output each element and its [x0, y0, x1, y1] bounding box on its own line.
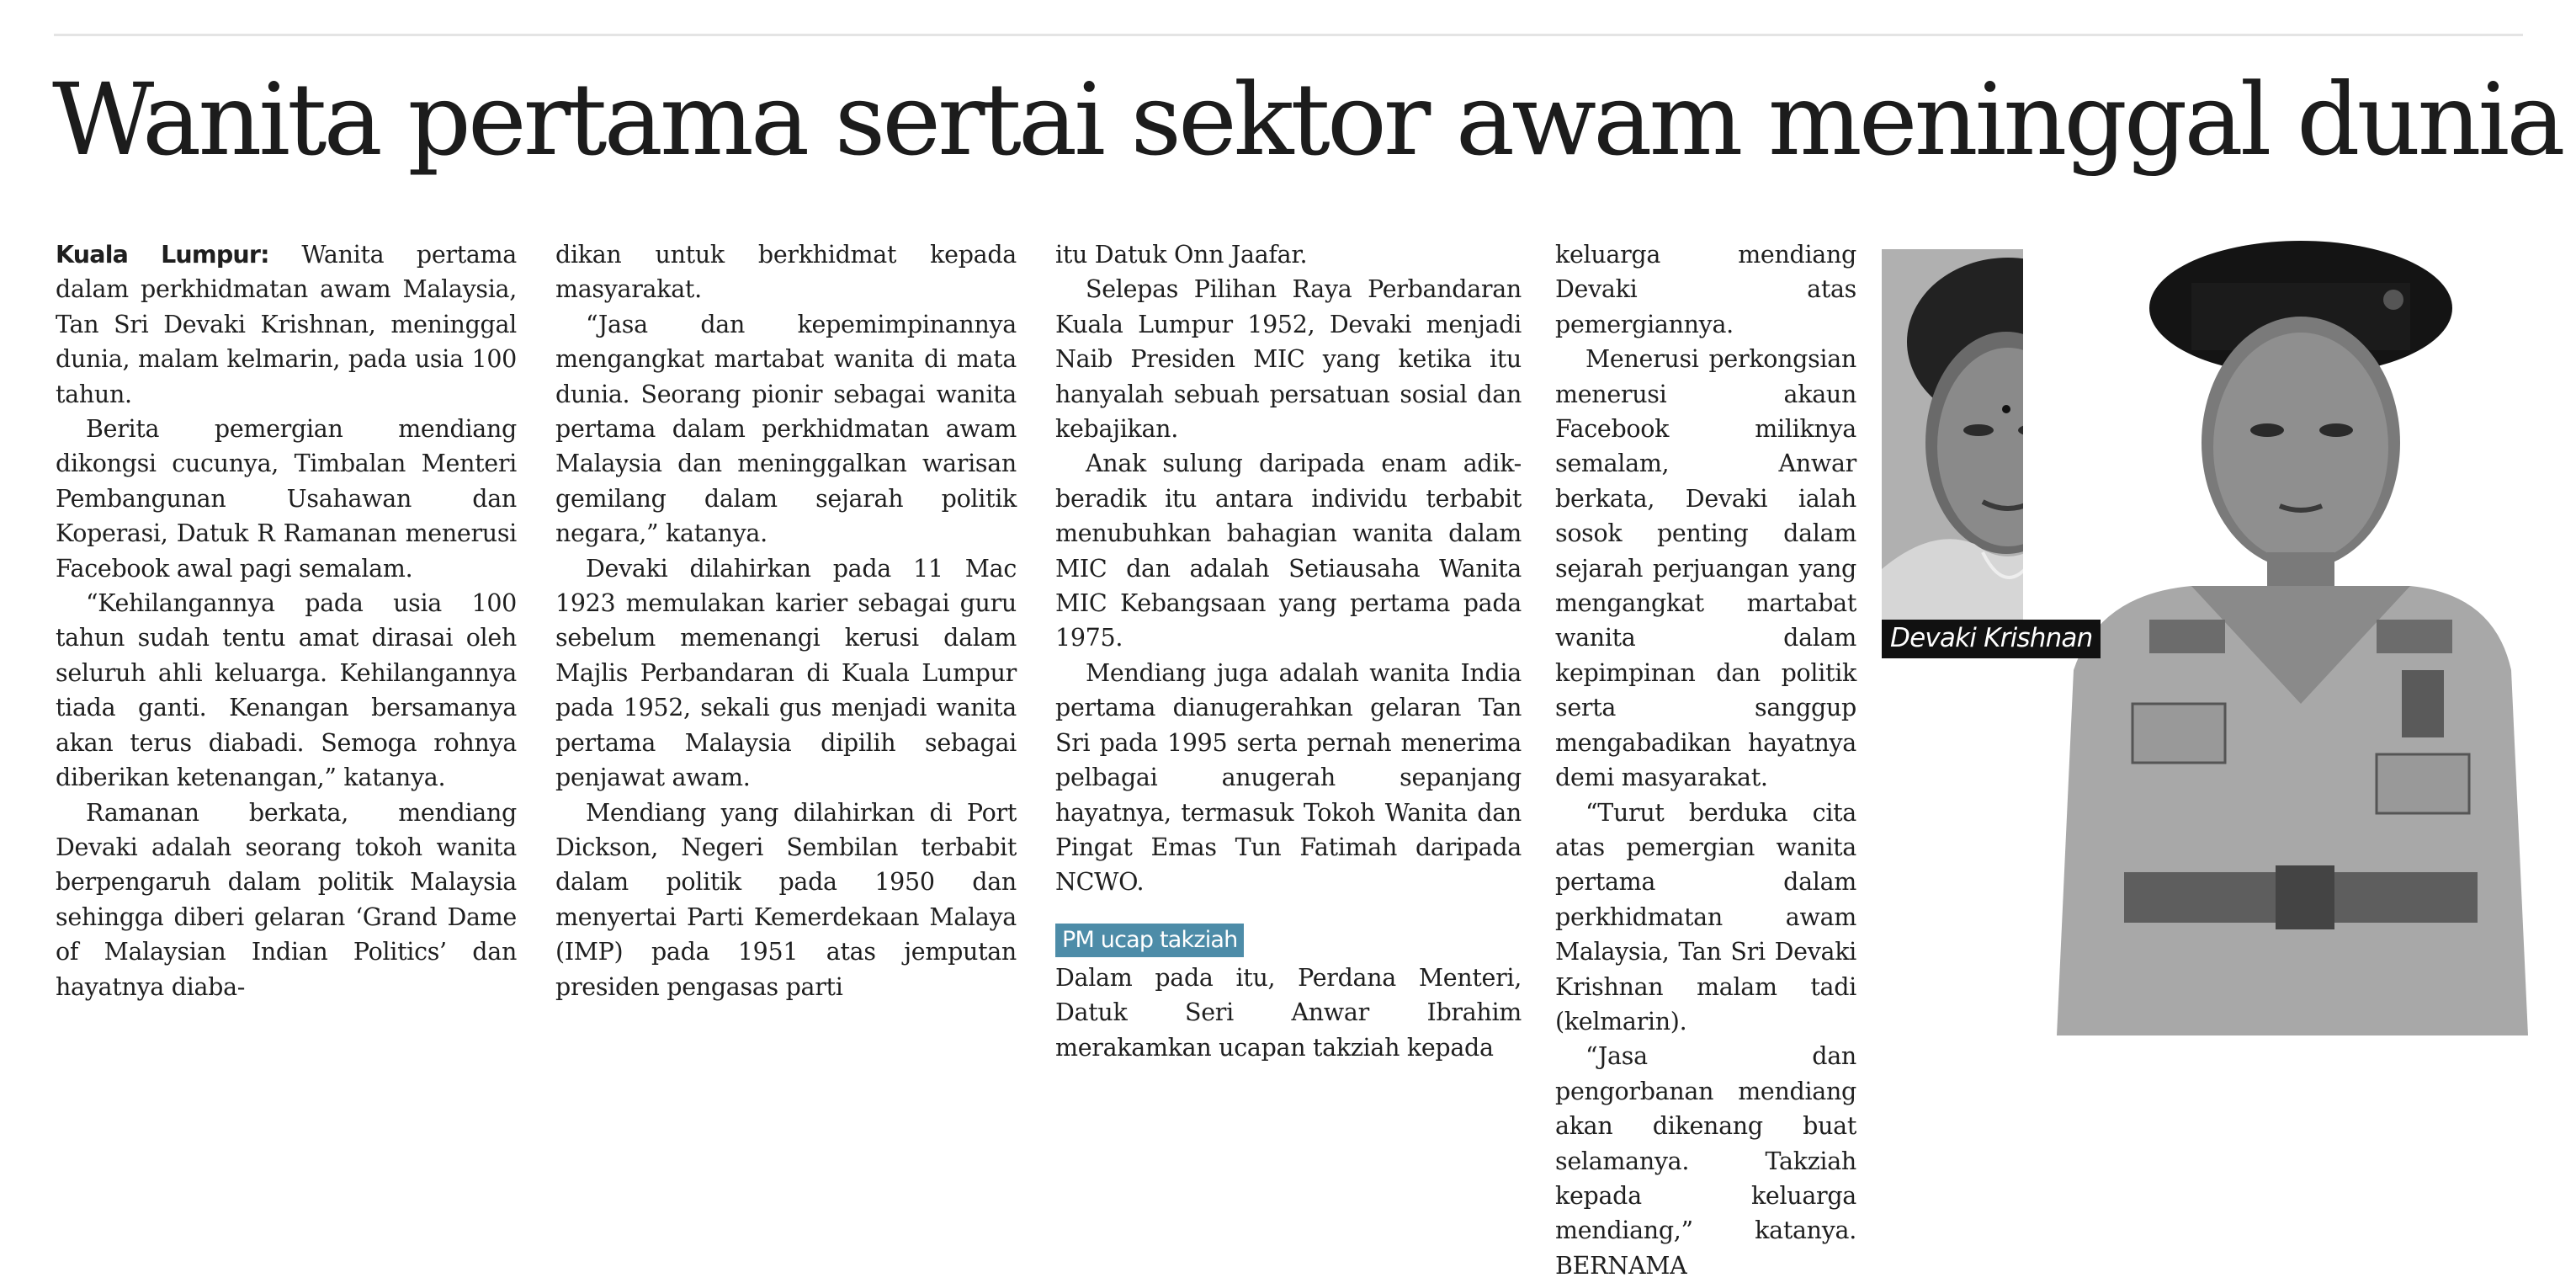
- paragraph: “Jasa dan pengorbanan mendiang akan dikenang buat selamanya. Takziah kepada keluarga mendiang,” katanya. BERNAMA: [1555, 1042, 1856, 1280]
- paragraph: Mendiang yang dilahirkan di Port Dickson, Negeri Sembilan terbabit dalam politik pada 1950 dan menyertai Parti Kemerdekaan Malaya (IMP) pada 1951 atas jemputan presiden pengasas parti: [555, 798, 1017, 1001]
- paragraph: Selepas Pilihan Raya Perbandaran Kuala Lumpur 1952, Devaki menjadi Naib Presiden MIC yang ketika itu hanyalah sebuah persatuan sosial dan kebajikan.: [1055, 275, 1522, 444]
- photo-caption: Devaki Krishnan: [1882, 620, 2101, 658]
- article-column-1: [56, 237, 517, 1004]
- paragraph: keluarga mendiang Devaki atas pemergiannya.: [1555, 241, 1856, 338]
- paragraph-text: Wanita pertama dalam perkhidmatan awam Malaysia, Tan Sri Devaki Krishnan, meninggal dunia, malam kelmarin, pada usia 100 tahun.: [56, 241, 517, 408]
- article-column-3: [1055, 237, 1522, 1065]
- paragraph: Berita pemergian mendiang dikongsi cucunya, Timbalan Menteri Pembangunan Usahawan dan Koperasi, Datuk R Ramanan menerusi Facebook awal pagi semalam.: [56, 415, 517, 583]
- article-column-2: [555, 237, 1017, 1004]
- subheading: PM ucap takziah: [1055, 924, 1244, 957]
- paragraph: “Kehilangannya pada usia 100 tahun sudah tentu amat dirasai oleh seluruh ahli keluarga. Kehilangannya tiada ganti. Kenangan bersamanya akan terus diabadi. Semoga rohnya diberikan ketenangan,” katanya.: [56, 589, 517, 792]
- paragraph: Mendiang juga adalah wanita India pertama dianugerahkan gelaran Tan Sri pada 1995 serta pernah menerima pelbagai anugerah sepanjang hayatnya, termasuk Tokoh Wanita dan Pingat Emas Tun Fatimah daripada NCWO.: [1055, 658, 1522, 897]
- headline: Wanita pertama sertai sektor awam meninggal dunia: [52, 61, 2563, 178]
- top-rule: [54, 34, 2523, 36]
- dateline: Kuala Lumpur:: [56, 241, 269, 269]
- paragraph: Dalam pada itu, Perdana Menteri, Datuk Seri Anwar Ibrahim merakamkan ucapan takziah kepada: [1055, 963, 1522, 1062]
- paragraph: “Jasa dan kepemimpinannya mengangkat martabat wanita di mata dunia. Seorang pionir sebagai wanita pertama dalam perkhidmatan awam Malaysia dan meninggalkan warisan gemilang dalam sejarah politik negara,” katanya.: [555, 310, 1017, 548]
- paragraph: “Turut berduka cita atas pemergian wanita pertama dalam perkhidmatan awam Malaysia, Tan Sri Devaki Krishnan malam tadi (kelmarin).: [1555, 798, 1856, 1035]
- paragraph: dikan untuk berkhidmat kepada masyarakat.: [555, 241, 1017, 304]
- paragraph: Devaki dilahirkan pada 11 Mac 1923 memulakan karier sebagai guru sebelum memenangi kerusi dalam Majlis Perbandaran di Kuala Lumpur pada 1952, sekali gus menjadi wanita pertama Malaysia dipilih sebagai penjawat awam.: [555, 554, 1017, 792]
- paragraph: Menerusi perkongsian menerusi akaun Facebook miliknya semalam, Anwar berkata, Devaki ialah sosok penting dalam sejarah perjuangan yang mengangkat martabat wanita dalam kepimpinan dan politik serta sanggup mengabadikan hayatnya demi masyarakat.: [1555, 345, 1856, 792]
- paragraph: Anak sulung daripada enam adik-beradik itu antara individu terbabit menubuhkan bahagian wanita dalam MIC dan adalah Setiausaha Wanita MIC Kebangsaan yang pertama pada 1975.: [1055, 450, 1522, 652]
- article-column-4: [1555, 237, 1856, 1283]
- paragraph: Ramanan berkata, mendiang Devaki adalah seorang tokoh wanita berpengaruh dalam politik Malaysia sehingga diberi gelaran ‘Grand Dame of Malaysian Indian Politics’ dan hayatnya diaba-: [56, 798, 517, 1001]
- paragraph: itu Datuk Onn Jaafar.: [1055, 241, 1308, 269]
- paragraph: [56, 237, 517, 412]
